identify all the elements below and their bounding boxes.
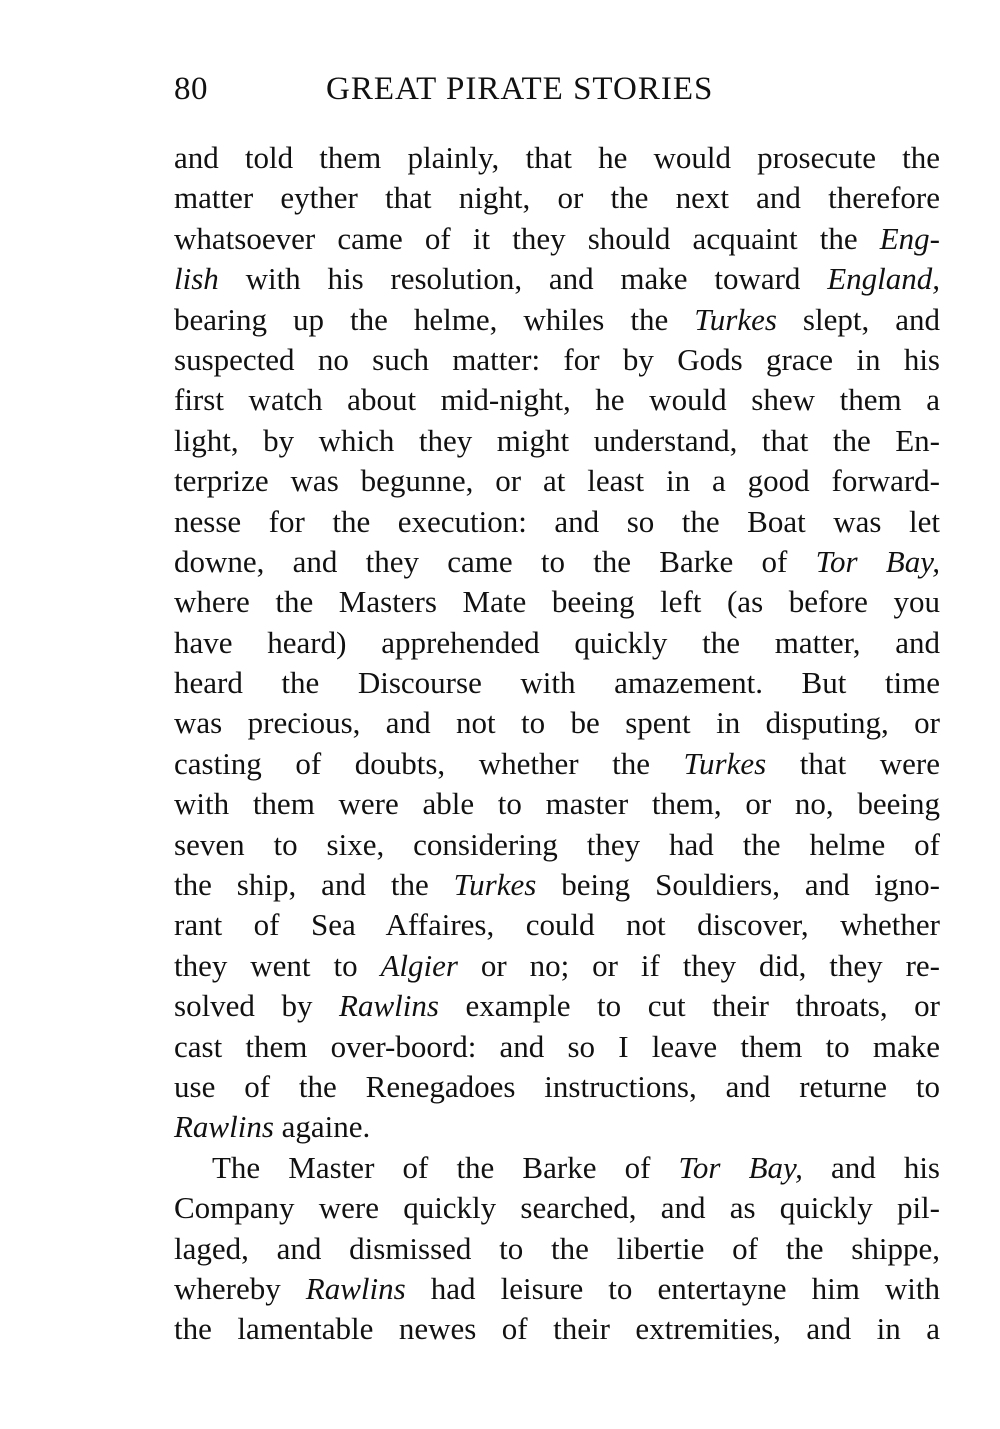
text-segment: with them were able to master them, or no, beeing (174, 786, 940, 822)
text-line (174, 1107, 940, 1147)
text-segment: use of the Renegadoes instructions, and returne to (174, 1068, 940, 1104)
text-line (174, 623, 940, 663)
text-segment: and told them plainly, that he would prosecute the (174, 140, 940, 175)
text-line (174, 421, 940, 461)
text-segment: suspected no such matter: for by Gods grace in his (174, 341, 940, 377)
text-segment: cast them over-boord: and so I leave them to make (174, 1028, 940, 1064)
text-segment: being Souldiers, and igno- (536, 867, 940, 903)
text-line (174, 300, 940, 340)
text-segment: downe, and they came to the Barke of (174, 543, 816, 579)
italic-text: Algier (380, 947, 458, 983)
text-line (174, 905, 940, 945)
text-segment: or no; or if they did, they re- (457, 947, 940, 983)
text-segment: rant of Sea Affaires, could not discover, whether (174, 907, 940, 943)
text-line (174, 340, 940, 380)
text-segment: example to cut their throats, or (438, 988, 940, 1024)
text-segment: was precious, and not to be spent in disputing, or (174, 705, 940, 741)
italic-text: Turkes (453, 867, 537, 903)
text-segment: heard the Discourse with amazement. But time (174, 665, 940, 701)
text-line (174, 178, 940, 218)
text-line (174, 946, 940, 986)
text-line (174, 582, 940, 622)
text-segment: have heard) apprehended quickly the matter, and (174, 624, 940, 660)
text-segment: terprize was begunne, or at least in a good forward- (174, 463, 940, 499)
italic-text: Turkes (683, 745, 767, 781)
text-segment: whereby (174, 1270, 306, 1306)
text-line (174, 542, 940, 582)
italic-text: Tor Bay, (678, 1149, 803, 1185)
page-number: 80 (174, 71, 208, 107)
text-line (174, 1229, 940, 1269)
text-segment: that were (766, 745, 940, 781)
text-line (174, 1148, 940, 1188)
running-head: GREAT PIRATE STORIES (326, 71, 714, 107)
text-segment: with his resolution, and make toward (218, 261, 828, 297)
text-line (174, 461, 940, 501)
text-line (174, 744, 940, 784)
text-segment: light, by which they might understand, that the En- (174, 422, 940, 458)
text-line (174, 825, 940, 865)
text-segment: had leisure to entertayne him with (405, 1270, 940, 1306)
italic-text: England, (827, 261, 940, 297)
text-segment: they went to (174, 947, 381, 983)
text-segment: solved by (174, 988, 340, 1024)
text-segment: slept, and (776, 301, 940, 337)
text-line (174, 1067, 940, 1107)
text-segment: bearing up the helme, whiles the (174, 301, 695, 337)
text-segment: seven to sixe, considering they had the helme of (174, 826, 940, 862)
italic-text: lish (174, 261, 219, 297)
text-line (174, 1309, 940, 1349)
text-segment: laged, and dismissed to the libertie of the shippe, (174, 1230, 940, 1266)
text-segment: where the Masters Mate beeing left (as before you (174, 584, 940, 620)
text-segment: whatsoever came of it they should acquaint the (174, 220, 880, 256)
text-line (174, 865, 940, 905)
text-line (174, 138, 940, 178)
italic-text: Rawlins (174, 1109, 274, 1145)
text-line (174, 663, 940, 703)
text-line (174, 703, 940, 743)
italic-text: Eng- (879, 220, 940, 256)
text-segment: nesse for the execution: and so the Boat was let (174, 503, 940, 539)
text-segment: The Master of the Barke of (212, 1149, 679, 1185)
text-segment: againe. (273, 1109, 371, 1145)
text-line (174, 1188, 940, 1228)
italic-text: Rawlins (305, 1270, 406, 1306)
text-segment: matter eyther that night, or the next and therefore (174, 180, 940, 216)
text-segment: and his (802, 1149, 940, 1185)
italic-text: Tor Bay, (815, 543, 940, 579)
book-page (174, 64, 940, 1350)
text-segment: first watch about mid-night, he would shew them a (174, 382, 940, 418)
text-segment: the lamentable newes of their extremities, and in a (174, 1311, 940, 1347)
italic-text: Rawlins (339, 988, 439, 1024)
text-line (174, 259, 940, 299)
text-line (174, 1269, 940, 1309)
body-text (174, 138, 940, 1350)
italic-text: Turkes (694, 301, 777, 337)
text-line (174, 784, 940, 824)
text-segment: the ship, and the (174, 867, 454, 903)
text-segment: Company were quickly searched, and as quickly pil- (174, 1190, 940, 1226)
text-line (174, 1027, 940, 1067)
page-header (174, 64, 940, 114)
text-line (174, 986, 940, 1026)
text-line (174, 502, 940, 542)
text-line (174, 380, 940, 420)
text-line (174, 219, 940, 259)
text-segment: casting of doubts, whether the (174, 745, 684, 781)
